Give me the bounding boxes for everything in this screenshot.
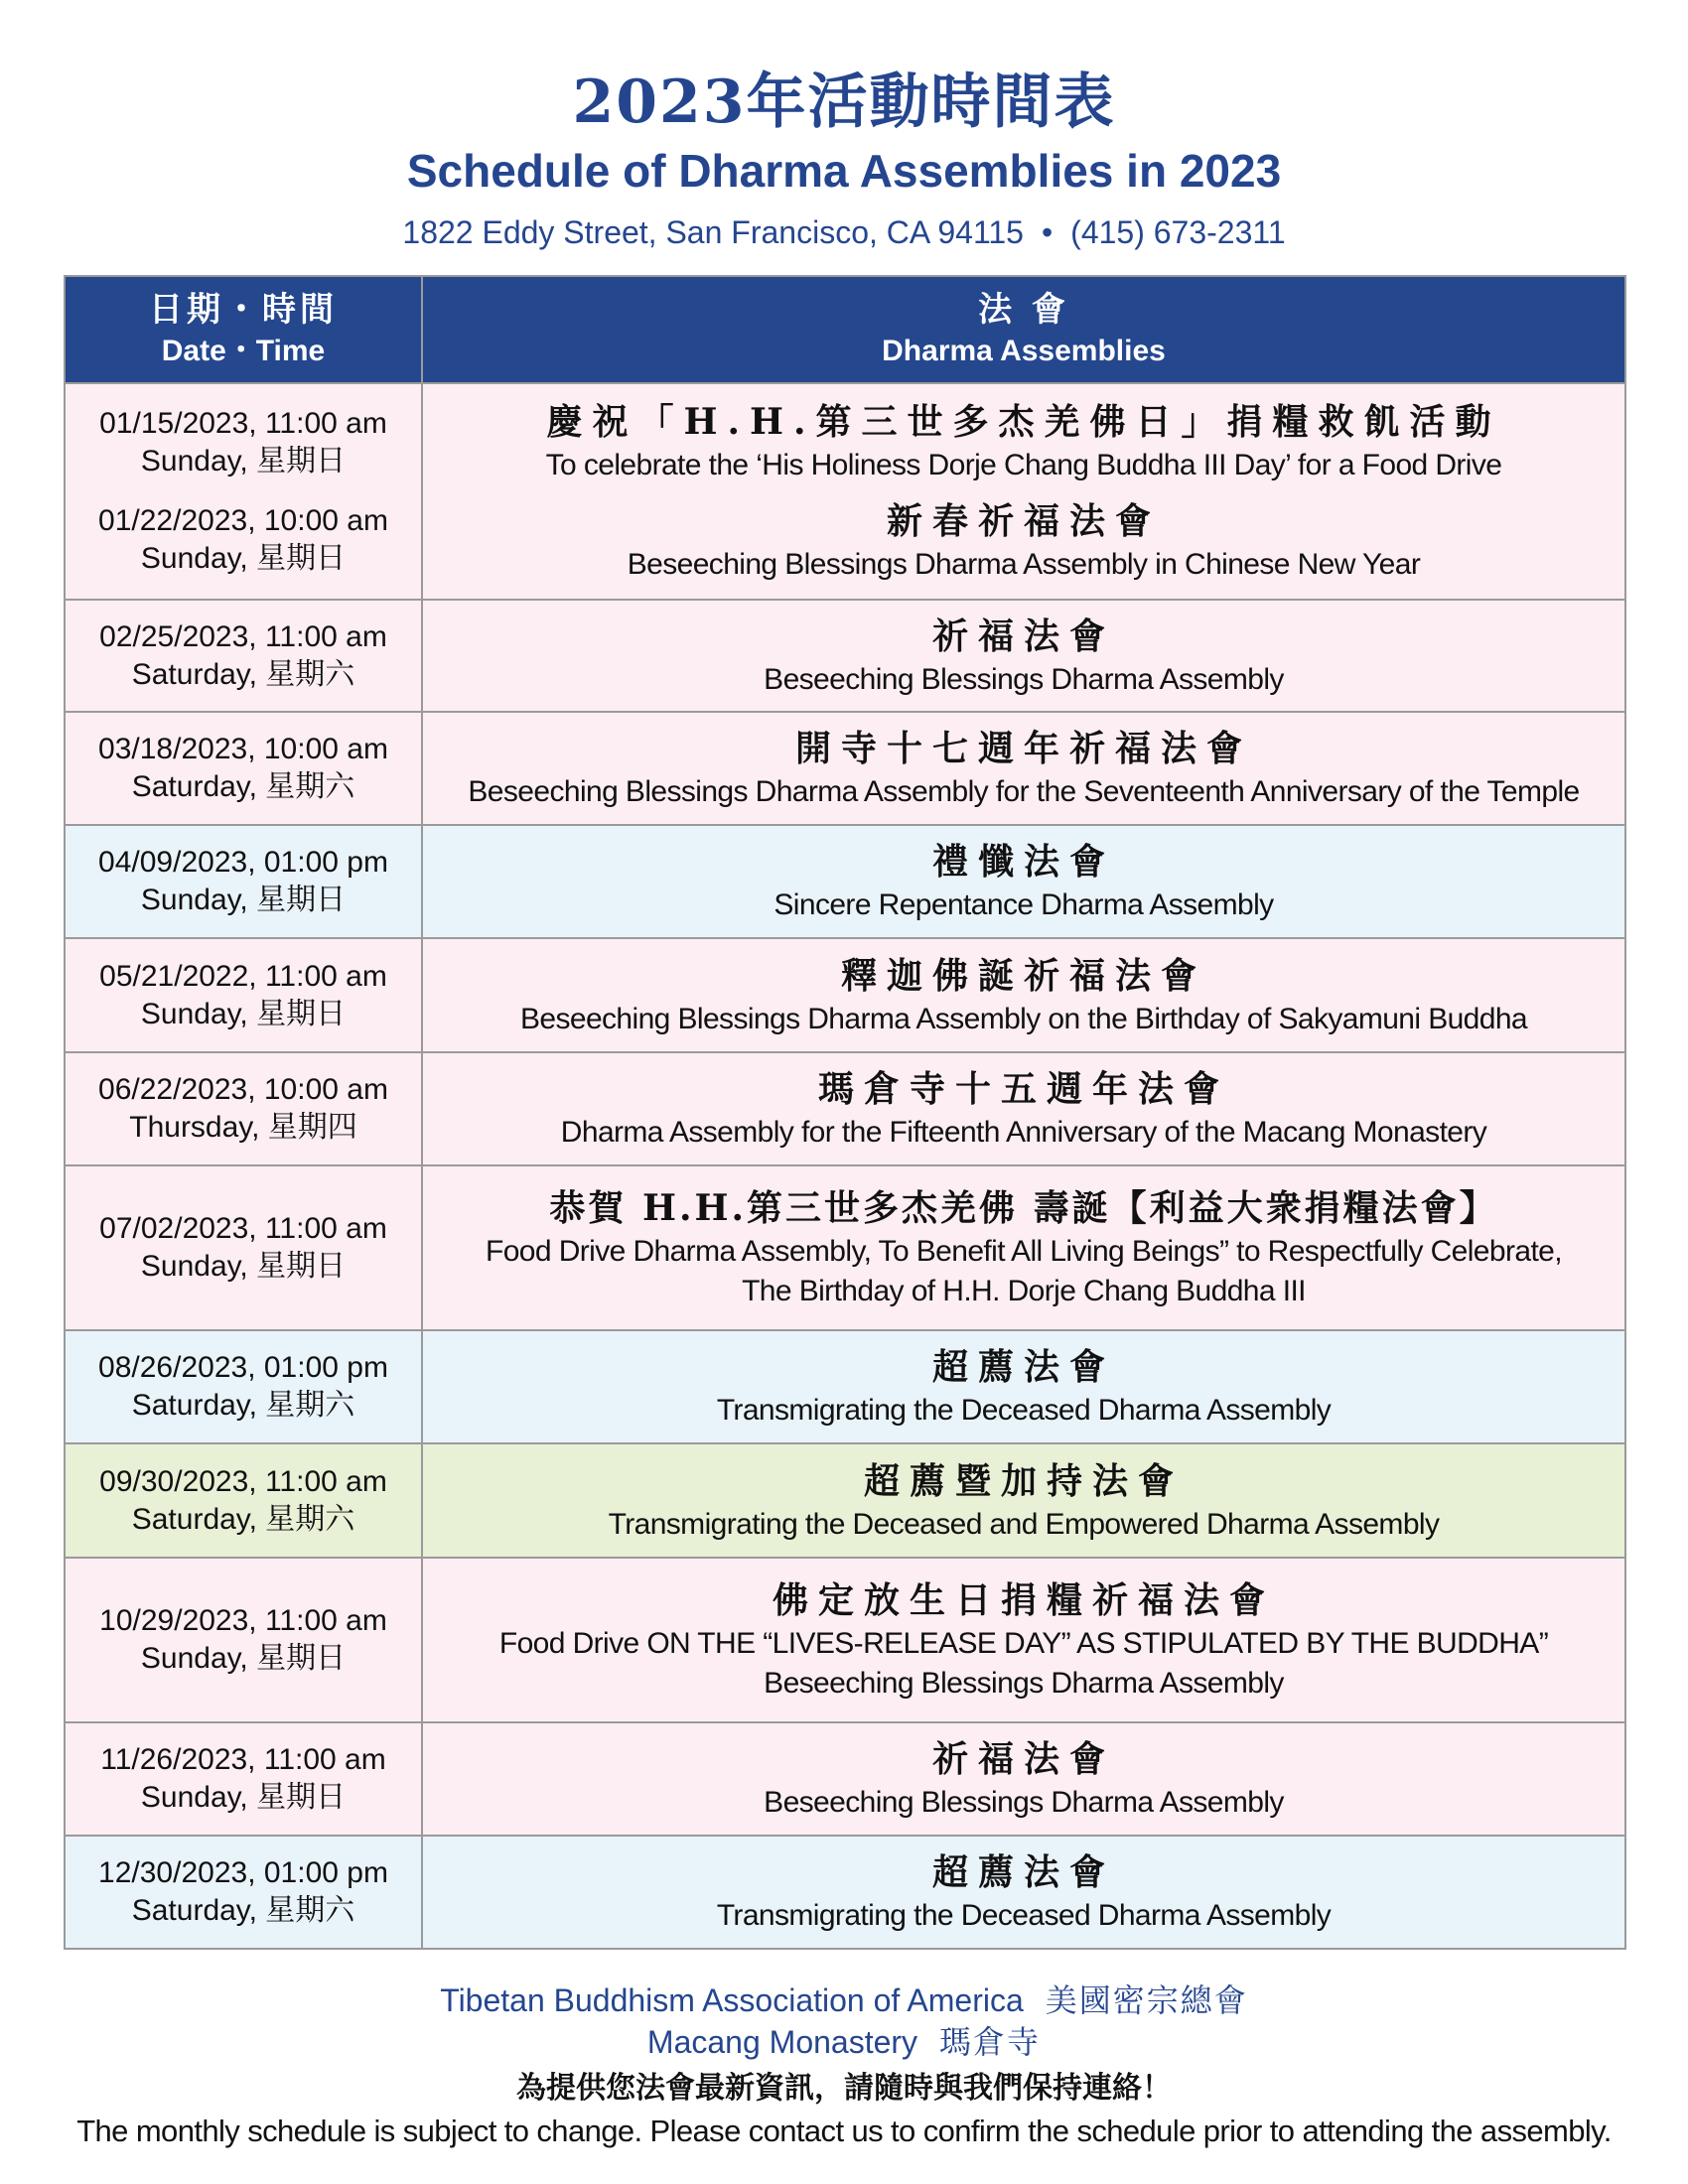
assembly-cell [422, 1722, 1625, 1836]
assembly-name-cn: 恭賀 H.H.第三世多杰羌佛 壽誕【利益大衆捐糧法會】 [549, 1187, 1498, 1229]
address-line [0, 212, 1688, 252]
date-cell [65, 600, 422, 712]
date-time-header [65, 276, 422, 383]
assembly-name-en: Transmigrating the Deceased and Empowered Dharma Assembly [608, 1507, 1440, 1541]
event-date: 08/26/2023, 01:00 pm [98, 1351, 388, 1384]
event-day: Sunday, 星期日 [140, 884, 347, 916]
table-row [65, 600, 1625, 712]
assembly-cell [422, 1836, 1625, 1949]
table-header-row [65, 276, 1625, 383]
assembly-name-en: Sincere Repentance Dharma Assembly [774, 888, 1274, 921]
assembly-name-cn: 祈福法會 [931, 1738, 1115, 1780]
assembly-cell [422, 825, 1625, 938]
assembly-name-en-line2: The Birthday of H.H. Dorje Chang Buddha III [742, 1275, 1306, 1307]
separator-dot: • [1041, 214, 1054, 250]
assembly-cell [422, 712, 1625, 825]
date-cell [65, 1330, 422, 1443]
assembly-name-en-line2: Beseeching Blessings Dharma Assembly [764, 1667, 1284, 1700]
table-row [65, 712, 1625, 825]
table-row [65, 825, 1625, 938]
assembly-cell [422, 938, 1625, 1052]
assembly-name-cn: 超薦法會 [931, 1346, 1115, 1388]
assembly-name-en: Beseeching Blessings Dharma Assembly in Chinese New Year [627, 548, 1421, 581]
assembly-cell [422, 1165, 1625, 1330]
page-header [0, 66, 1688, 252]
assembly-name-cn: 開寺十七週年祈福法會 [794, 728, 1252, 769]
phone-number: (415) 673-2311 [1070, 214, 1286, 250]
event-date: 05/21/2022, 11:00 am [99, 959, 387, 993]
date-cell [65, 1052, 422, 1165]
event-day: Saturday, 星期六 [131, 1389, 355, 1422]
date-cell [65, 938, 422, 1052]
table-row [65, 1052, 1625, 1165]
event-date: 03/18/2023, 10:00 am [98, 733, 388, 765]
table-row [65, 1165, 1625, 1330]
assembly-cell [422, 1052, 1625, 1165]
event-day: Sunday, 星期日 [140, 1642, 347, 1675]
monastery-line [0, 2021, 1688, 2063]
assembly-name-cn: 釋迦佛誕祈福法會 [840, 954, 1206, 997]
assembly-cell [422, 383, 1625, 600]
monastery-name-cn: 瑪倉寺 [939, 2023, 1042, 2061]
assembly-name-en: Transmigrating the Deceased Dharma Assembly [716, 1899, 1332, 1932]
event-date: 10/29/2023, 11:00 am [99, 1604, 387, 1637]
date-cell [65, 1558, 422, 1722]
table-row [65, 1836, 1625, 1949]
event-date: 12/30/2023, 01:00 pm [98, 1856, 388, 1889]
assembly-name-en: Beseeching Blessings Dharma Assembly [764, 662, 1284, 696]
event-day: Sunday, 星期日 [140, 445, 347, 478]
event-day: Sunday, 星期日 [140, 1781, 347, 1814]
date-time-header-cn: 日期・時間 [149, 290, 338, 330]
monastery-name-en: Macang Monastery [646, 2024, 918, 2060]
event-date: 04/09/2023, 01:00 pm [98, 846, 388, 879]
table-row [65, 1558, 1625, 1722]
organization-line [0, 1979, 1688, 2021]
event-date: 06/22/2023, 10:00 am [98, 1073, 388, 1106]
table-row [65, 1722, 1625, 1836]
assembly-name-en: Food Drive Dharma Assembly, To Benefit All Living Beings” to Respectfully Celebrate, [485, 1235, 1563, 1268]
event-day: Sunday, 星期日 [140, 997, 347, 1030]
assembly-name-cn: 慶祝「H.H.第三世多杰羌佛日」捐糧救飢活動 [546, 401, 1501, 443]
date-cell [65, 383, 422, 600]
assembly-name-en: Beseeching Blessings Dharma Assembly [764, 1786, 1284, 1819]
assembly-name-en: Dharma Assembly for the Fifteenth Anniversary of the Macang Monastery [560, 1116, 1487, 1149]
event-day: Sunday, 星期日 [140, 1250, 347, 1283]
event-day: Saturday, 星期六 [131, 770, 355, 803]
table-row [65, 383, 1625, 600]
date-cell [65, 1165, 422, 1330]
contact-note-cn: 為提供您法會最新資訊，請隨時與我們保持連絡！ [516, 2071, 1172, 2106]
page-footer [0, 1979, 1688, 2152]
assembly-name-en: Transmigrating the Deceased Dharma Assembly [716, 1394, 1332, 1427]
street-address: 1822 Eddy Street, San Francisco, CA 94115 [402, 214, 1024, 250]
event-day: Saturday, 星期六 [131, 657, 355, 691]
organization-name-en: Tibetan Buddhism Association of America [440, 1982, 1024, 2018]
date-cell [65, 712, 422, 825]
event-date: 07/02/2023, 11:00 am [99, 1212, 387, 1245]
table-row [65, 1443, 1625, 1558]
assembly-cell [422, 600, 1625, 712]
date-cell [65, 1722, 422, 1836]
assembly-name-en: Food Drive ON THE “LIVES-RELEASE DAY” AS STIPULATED BY THE BUDDHA” [498, 1627, 1549, 1660]
assembly-name-cn: 超薦暨加持法會 [863, 1459, 1184, 1502]
organization-name-cn: 美國密宗總會 [1045, 1981, 1248, 2019]
table-row [65, 1330, 1625, 1443]
assemblies-header-cn: 法 會 [978, 290, 1069, 330]
event-date: 11/26/2023, 11:00 am [100, 1743, 386, 1776]
event-date: 02/25/2023, 11:00 am [99, 619, 387, 653]
assembly-cell [422, 1443, 1625, 1558]
assembly-name-cn: 禮懺法會 [931, 841, 1115, 883]
title-english: Schedule of Dharma Assemblies in 2023 [406, 145, 1282, 197]
date-time-header-en: Date・Time [161, 335, 326, 367]
table-row [65, 938, 1625, 1052]
schedule-change-note: The monthly schedule is subject to change. Please contact us to confirm the schedule prior to attending the assembly. [76, 2114, 1612, 2148]
assembly-name-cn: 瑪倉寺十五週年法會 [817, 1068, 1229, 1110]
assembly-name-cn: 新春祈福法會 [886, 500, 1161, 542]
assembly-name-cn: 佛定放生日捐糧祈福法會 [772, 1579, 1275, 1621]
assembly-name-en: To celebrate the ‘His Holiness Dorje Chang Buddha III Day’ for a Food Drive [545, 449, 1502, 481]
assembly-name-cn: 祈福法會 [931, 614, 1115, 657]
event-date: 09/30/2023, 11:00 am [99, 1464, 387, 1498]
assembly-name-cn: 超薦法會 [931, 1851, 1115, 1893]
assembly-name-en: Beseeching Blessings Dharma Assembly on the Birthday of Sakyamuni Buddha [519, 1002, 1528, 1035]
assembly-cell [422, 1558, 1625, 1722]
event-date: 01/15/2023, 11:00 am [99, 407, 387, 440]
date-cell [65, 1443, 422, 1558]
event-day: Sunday, 星期日 [140, 542, 347, 575]
event-day: Saturday, 星期六 [131, 1502, 355, 1536]
date-cell [65, 1836, 422, 1949]
assembly-name-en: Beseeching Blessings Dharma Assembly for the Seventeenth Anniversary of the Temple [468, 775, 1580, 808]
date-cell [65, 825, 422, 938]
assemblies-header-en: Dharma Assemblies [882, 335, 1166, 367]
assembly-cell [422, 1330, 1625, 1443]
schedule-table [64, 275, 1626, 1950]
event-day: Thursday, 星期四 [129, 1111, 357, 1144]
title-chinese: 2023年活動時間表 [572, 68, 1116, 137]
assemblies-header [422, 276, 1625, 383]
event-date: 01/22/2023, 10:00 am [98, 504, 388, 537]
event-day: Saturday, 星期六 [131, 1894, 355, 1927]
